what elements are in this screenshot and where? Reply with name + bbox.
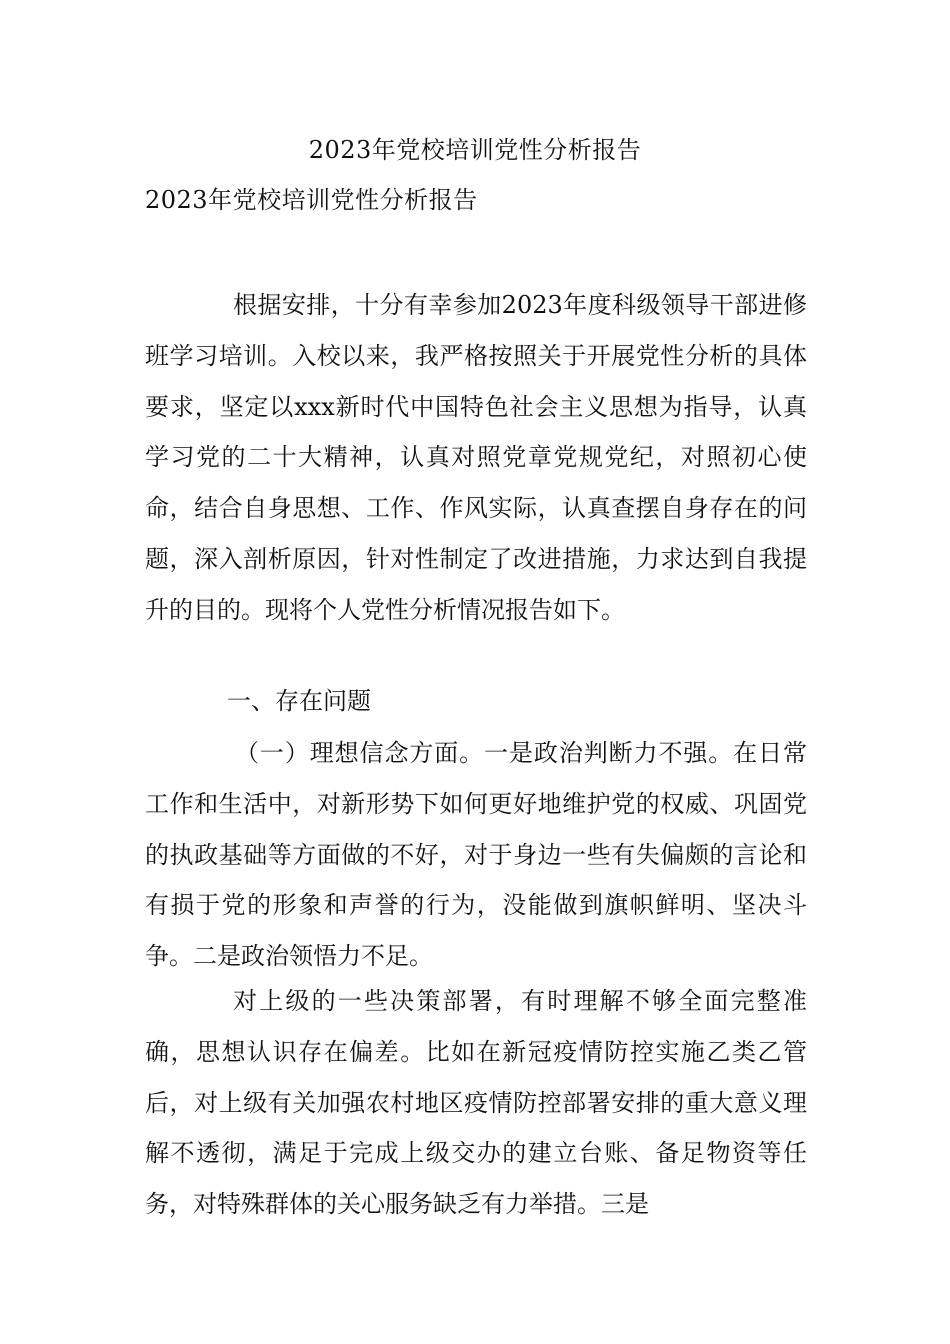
section-heading-problems: 一、存在问题 (227, 687, 371, 715)
intro-paragraph: 根据安排，十分有幸参加2023年度科级领导干部进修班学习培训。入校以来，我严格按照关于开展党性分析的具体要求，坚定以xxx新时代中国特色社会主义思想为指导，认真学习党的二十大精神，认真对照党章党规党纪，对照初心使命，结合自身思想、工作、作风实际，认真查摆自身存在的问题，深入剖析原因，针对性制定了改进措施，力求达到自我提升的目的。现将个人党性分析情况报告如下。 (145, 291, 807, 624)
document-subtitle: 2023年党校培训党性分析报告 (145, 186, 478, 214)
document-title: 2023年党校培训党性分析报告 (308, 136, 642, 164)
decisions-paragraph: 对上级的一些决策部署，有时理解不够全面完整准确，思想认识存在偏差。比如在新冠疫情防控实施乙类乙管后，对上级有关加强农村地区疫情防控部署安排的重大意义理解不透彻，满足于完成上级交办的建立台账、备足物资等任务，对特殊群体的关心服务缺乏有力举措。三是 (145, 987, 807, 1219)
ideals-paragraph: （一）理想信念方面。一是政治判断力不强。在日常工作和生活中，对新形势下如何更好地维护党的权威、巩固党的执政基础等方面做的不好，对于身边一些有失偏颇的言论和有损于党的形象和声誉的行为，没能做到旗帜鲜明、坚决斗争。二是政治领悟力不足。 (145, 739, 807, 971)
